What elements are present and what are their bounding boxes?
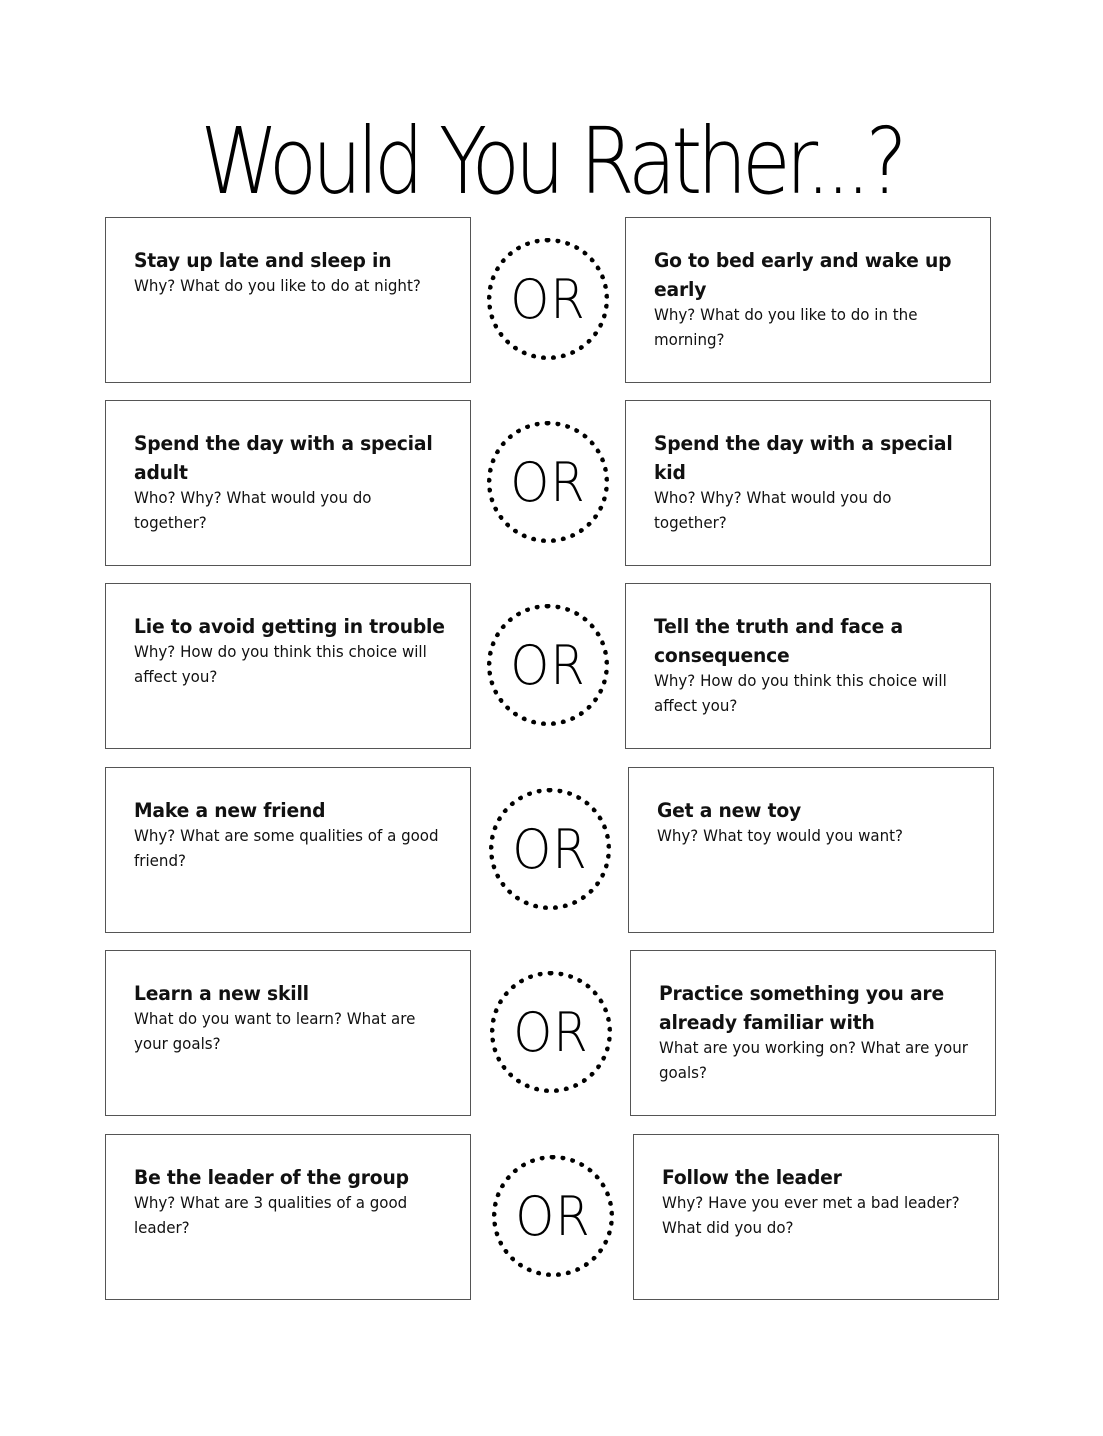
choice-prompt: Why? What do you like to do at night?: [134, 276, 421, 295]
choice-prompt: What do you want to learn? What are your goals?: [134, 1009, 416, 1053]
choice-heading: Lie to avoid getting in trouble: [134, 615, 445, 638]
choice-box-right-3: [625, 583, 991, 749]
choice-box-right-5: [630, 950, 996, 1116]
choice-prompt: Why? How do you think this choice will affect you?: [654, 671, 947, 715]
or-dotted-circle-icon: [487, 421, 609, 543]
choice-box-left-2: [105, 400, 471, 566]
choice-heading: Get a new toy: [657, 799, 802, 822]
or-dotted-circle-icon: [490, 971, 612, 1093]
choice-prompt: Who? Why? What would you do together?: [654, 488, 892, 532]
choice-prompt: Why? What do you like to do in the morning?: [654, 305, 918, 349]
or-label: OR: [510, 633, 586, 697]
choice-prompt: What are you working on? What are your goals?: [659, 1038, 968, 1082]
or-label: OR: [515, 1184, 591, 1248]
or-dotted-circle-icon: [489, 788, 611, 910]
choice-prompt: Why? What are 3 qualities of a good leader?: [134, 1193, 408, 1237]
choice-heading: Be the leader of the group: [134, 1166, 409, 1189]
choice-heading: Learn a new skill: [134, 982, 309, 1005]
or-dotted-circle-icon: [492, 1155, 614, 1277]
or-dotted-circle-icon: [487, 604, 609, 726]
choice-box-right-1: [625, 217, 991, 383]
choice-heading: Follow the leader: [662, 1166, 842, 1189]
choice-box-left-5: [105, 950, 471, 1116]
choice-heading: Stay up late and sleep in: [134, 249, 392, 272]
choice-box-left-3: [105, 583, 471, 749]
choice-prompt: Why? How do you think this choice will affect you?: [134, 642, 427, 686]
choice-box-right-6: [633, 1134, 999, 1300]
choice-heading: Spend the day with a special adult: [134, 432, 433, 484]
choice-heading: Spend the day with a special kid: [654, 432, 953, 484]
choice-prompt: Why? Have you ever met a bad leader? What did you do?: [662, 1193, 960, 1237]
choice-heading: Go to bed early and wake up early: [654, 249, 952, 301]
choice-heading: Make a new friend: [134, 799, 326, 822]
or-label: OR: [510, 267, 586, 331]
choice-prompt: Who? Why? What would you do together?: [134, 488, 372, 532]
or-label: OR: [513, 1000, 589, 1064]
choice-box-left-1: [105, 217, 471, 383]
or-label: OR: [510, 450, 586, 514]
choice-box-right-4: [628, 767, 994, 933]
page-title: Would You Rather...?: [200, 108, 903, 215]
choice-box-left-4: [105, 767, 471, 933]
choice-prompt: Why? What are some qualities of a good friend?: [134, 826, 439, 870]
choice-heading: Tell the truth and face a consequence: [654, 615, 903, 667]
choice-box-left-6: [105, 1134, 471, 1300]
or-dotted-circle-icon: [487, 238, 609, 360]
choice-prompt: Why? What toy would you want?: [657, 826, 904, 845]
choice-heading: Practice something you are already familiar with: [659, 982, 944, 1034]
or-label: OR: [512, 817, 588, 881]
choice-box-right-2: [625, 400, 991, 566]
